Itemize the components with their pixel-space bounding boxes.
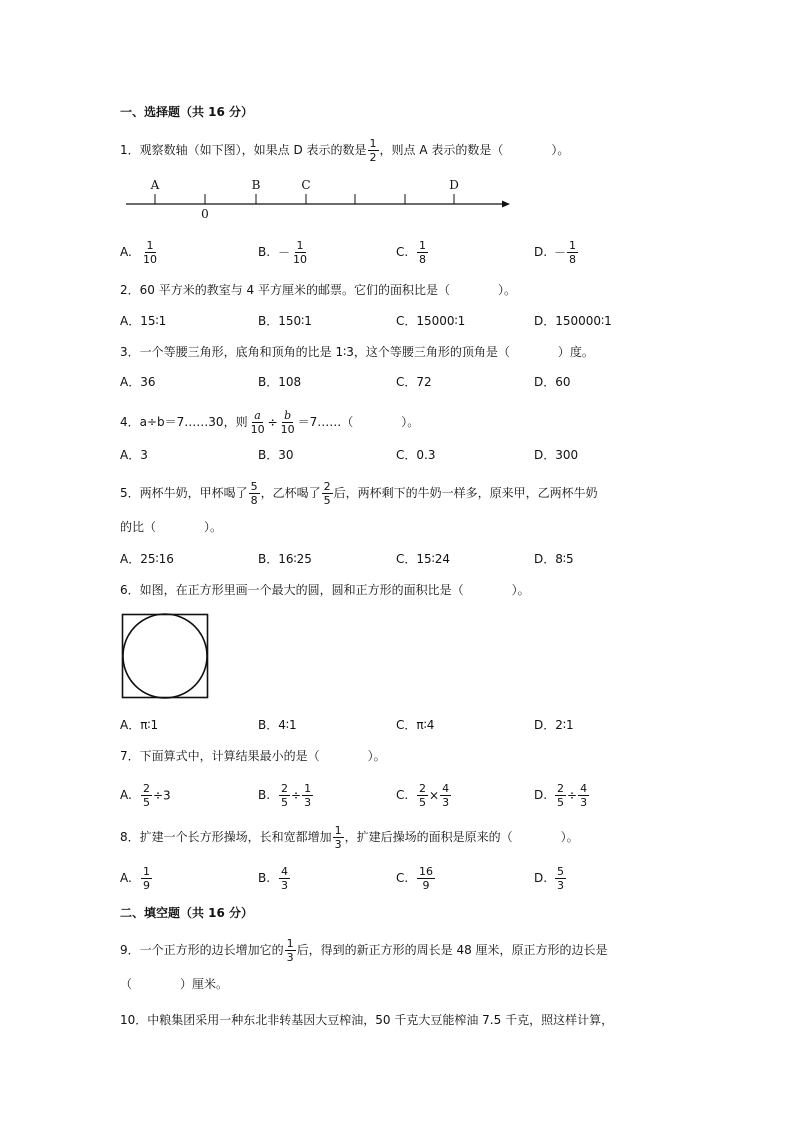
question-6: 6．如图，在正方形里画一个最大的圆，圆和正方形的面积比是（ ）。 [120,583,530,597]
option-c[interactable]: C. $\frac{2}{5}$ × $\frac{4}{3}$ [396,782,450,809]
point-label-a: A [150,178,160,192]
question-8: 8．扩建一个长方形操场，长和宽都增加 $\frac{1}{3}$ ，扩建后操场的面积是原来的（ ）。 [120,824,579,851]
option-a[interactable]: A．π∶1 [120,718,159,732]
option-a[interactable]: A. $\frac{1}{10}$ [120,239,157,266]
question-2: 2．60 平方米的教室与 4 平方厘米的邮票。它们的面积比是（ ）。 [120,283,516,297]
option-a[interactable]: A．36 [120,375,156,389]
point-label-b: B [251,178,261,192]
option-a[interactable]: A．15∶1 [120,314,167,328]
question-10: 10．中粮集团采用一种东北非转基因大豆榨油，50 千克大豆能榨油 7.5 千克，照这样计算， [120,1013,614,1027]
option-b[interactable]: B．16∶25 [258,552,312,566]
section-title-choice: 一、选择题（共 16 分） [120,105,254,119]
option-d[interactable]: D. $\frac{5}{3}$ [534,865,564,892]
option-a[interactable]: A．3 [120,448,148,462]
option-a[interactable]: A．25∶16 [120,552,174,566]
question-5: 5．两杯牛奶，甲杯喝了 $\frac{5}{8}$ ，乙杯喝了 $\frac{2}{5}$ 后，两杯剩下的牛奶一样多，原来甲，乙两杯牛奶 [120,480,598,507]
option-b[interactable]: B．4∶1 [258,718,297,732]
question-4: 4．a÷b＝7……30，则 $\frac{a}{10}$ ÷ $\frac{b}{10}$ ＝7……（ ）。 [120,409,420,436]
question-5-line-2: 的比（ ）。 [120,520,223,534]
option-a[interactable]: A. $\frac{2}{5}$ ÷3 [120,782,171,809]
option-c[interactable]: C. $\frac{1}{8}$ [396,239,426,266]
option-c[interactable]: C．15∶24 [396,552,451,566]
option-d[interactable]: D．300 [534,448,579,462]
circle-in-square-figure [121,613,211,701]
question-1 [120,138,569,163]
option-b[interactable]: B. $\frac{4}{3}$ [258,865,288,892]
option-d[interactable]: D．60 [534,375,571,389]
question-9-line-2: （ ）厘米。 [120,977,229,991]
fraction: $\frac{1}{2}$ [369,137,377,164]
number-line [120,172,520,224]
option-d[interactable]: D．2∶1 [534,718,574,732]
option-a[interactable]: A. $\frac{1}{9}$ [120,865,150,892]
fraction: $\frac{b}{10}$ [280,409,295,436]
question-1-text-end: ，则点 A 表示的数是（ ）。 [379,143,570,157]
number-line-arrow [502,201,510,208]
question-9: 9．一个正方形的边长增加它的 $\frac{1}{3}$ 后，得到的新正方形的周长是 48 厘米，原正方形的边长是 [120,937,608,964]
option-c[interactable]: C．15000∶1 [396,314,466,328]
point-label-c: C [301,178,311,192]
circle [123,614,207,698]
option-b[interactable]: B. － $\frac{1}{10}$ [258,239,308,266]
option-b[interactable]: B. $\frac{2}{5}$ ÷ $\frac{1}{3}$ [258,782,312,809]
fraction: $\frac{5}{8}$ [250,480,258,507]
option-d[interactable]: D．8∶5 [534,552,574,566]
fraction: $\frac{1}{3}$ [286,937,294,964]
option-b[interactable]: B．30 [258,448,294,462]
fraction: $\frac{1}{3}$ [334,824,342,851]
option-d[interactable]: D. － $\frac{1}{8}$ [534,239,577,266]
section-title-fill-in: 二、填空题（共 16 分） [120,906,254,920]
question-7: 7．下面算式中，计算结果最小的是（ ）。 [120,749,386,763]
option-c[interactable]: C．0.3 [396,448,436,462]
option-d[interactable]: D．150000∶1 [534,314,612,328]
question-1-text: 1．观察数轴（如下图），如果点 D 表示的数是 [120,143,367,157]
zero-label: 0 [201,207,209,221]
option-c[interactable]: C. $\frac{16}{9}$ [396,865,433,892]
question-3: 3．一个等腰三角形，底角和顶角的比是 1∶3，这个等腰三角形的顶角是（ ）度。 [120,345,594,359]
point-label-d: D [449,178,459,192]
option-c[interactable]: C．π∶4 [396,718,435,732]
fraction: $\frac{a}{10}$ [250,409,265,436]
option-b[interactable]: B．150∶1 [258,314,312,328]
option-b[interactable]: B．108 [258,375,302,389]
option-d[interactable]: D. $\frac{2}{5}$ ÷ $\frac{4}{3}$ [534,782,588,809]
fraction: $\frac{2}{5}$ [323,480,331,507]
option-c[interactable]: C．72 [396,375,432,389]
